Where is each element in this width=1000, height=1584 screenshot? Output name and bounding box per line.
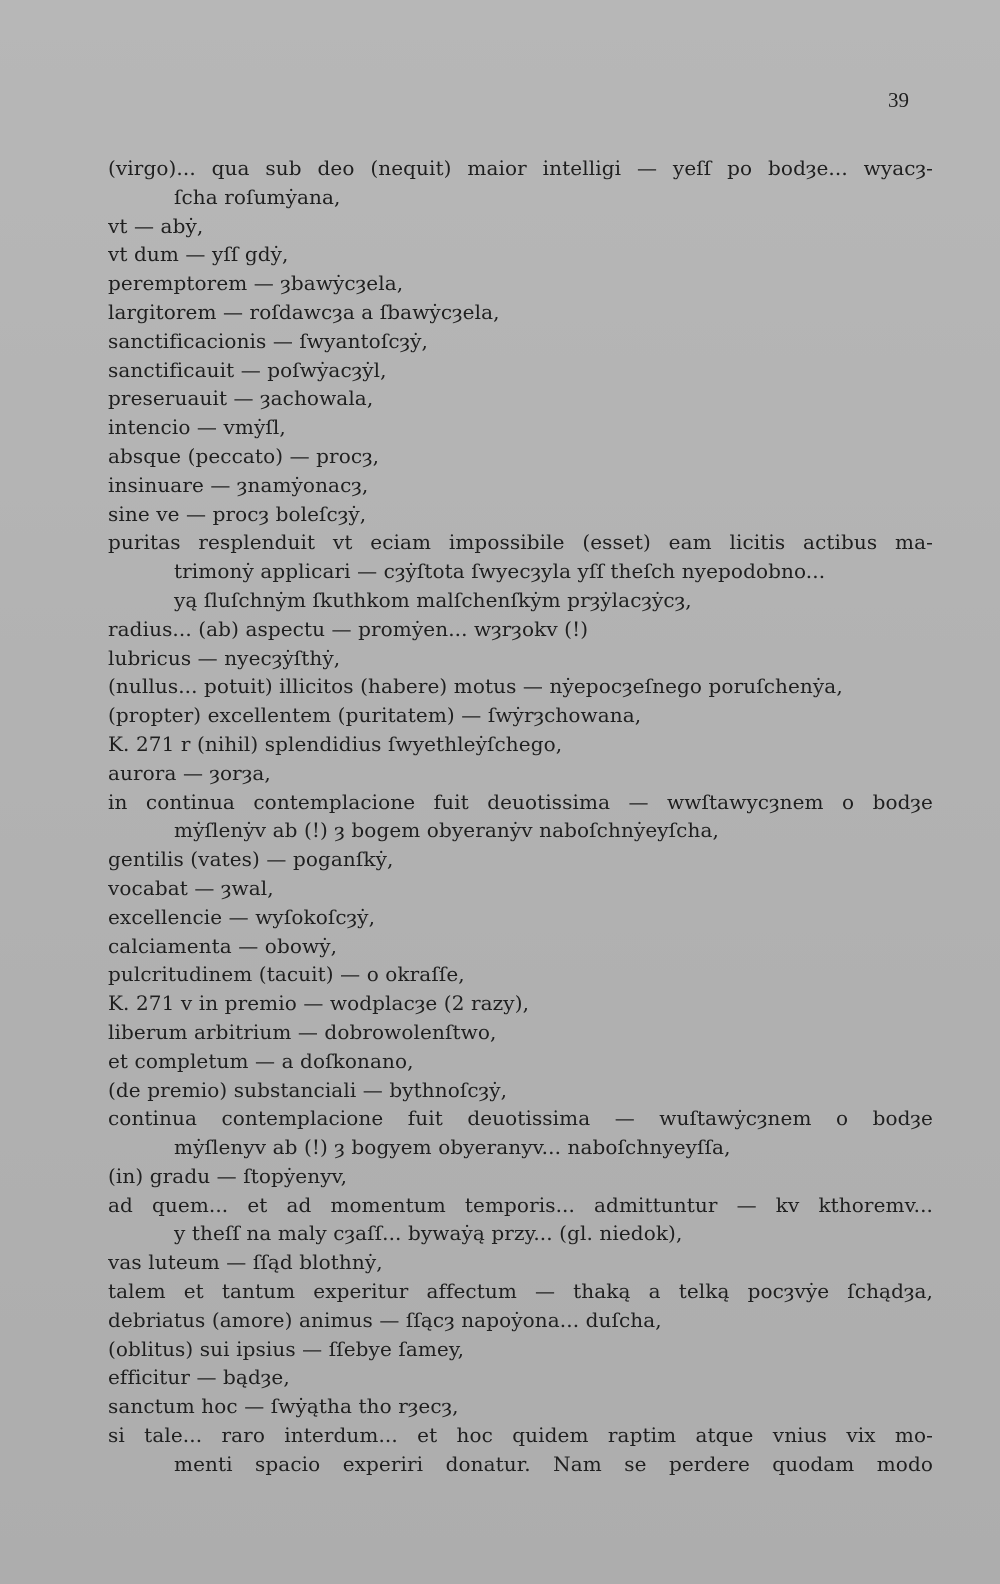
glossary-line: insinuare — ȝnamẏonacȝ, xyxy=(108,472,369,497)
glossary-line: sanctificauit — poſwẏacȝẏl, xyxy=(108,357,387,382)
glossary-line: si tale... raro interdum... et hoc quidem raptim atque vnius vix mo- xyxy=(108,1423,933,1448)
glossary-line: (propter) excellentem (puritatem) — ſwẏrȝchowana, xyxy=(108,703,642,728)
glossary-line-continuation: ſcha roſumẏana, xyxy=(174,184,341,209)
glossary-line: lubricus — nyecȝẏſthẏ, xyxy=(108,645,341,670)
glossary-line: absque (peccato) — procȝ, xyxy=(108,443,380,468)
glossary-line: vt — abẏ, xyxy=(108,213,204,238)
glossary-line-continuation: mẏſlenyv ab (!) ȝ bogyem obyeranyv... naboſchnyeyſſa, xyxy=(174,1135,731,1160)
glossary-line: sine ve — procȝ boleſcȝẏ, xyxy=(108,501,367,526)
glossary-line: peremptorem — ȝbawẏcȝela, xyxy=(108,271,404,296)
glossary-line: preseruauit — ȝachowala, xyxy=(108,386,374,411)
glossary-line: K. 271 r (nihil) splendidius ſwyethleẏſchego, xyxy=(108,731,563,756)
glossary-line: continua contemplacione fuit deuotissima — wuſtawẏcȝnem o bodȝe xyxy=(108,1106,933,1131)
glossary-line: vt dum — yſſ gdẏ, xyxy=(108,242,289,267)
glossary-line: (de premio) substanciali — bythnoſcȝẏ, xyxy=(108,1077,508,1102)
glossary-line: sanctum hoc — ſwẏątha tho rȝecȝ, xyxy=(108,1394,459,1419)
page-number: 39 xyxy=(888,88,909,112)
glossary-line: vocabat — ȝwal, xyxy=(108,875,274,900)
glossary-line: liberum arbitrium — dobrowolenſtwo, xyxy=(108,1019,497,1044)
glossary-line: et completum — a doſkonano, xyxy=(108,1048,414,1073)
glossary-line: aurora — ȝorȝa, xyxy=(108,760,271,785)
glossary-line: debriatus (amore) animus — ſſącȝ napoẏona... duſcha, xyxy=(108,1307,662,1332)
glossary-line: gentilis (vates) — poganſkẏ, xyxy=(108,847,394,872)
glossary-line: ad quem... et ad momentum temporis... admittuntur — kv kthoremv... xyxy=(108,1192,933,1217)
glossary-line: intencio — vmẏſl, xyxy=(108,415,286,440)
glossary-line: (virgo)... qua sub deo (nequit) maior intelligi — yeſſ po bodȝe... wyacȝ- xyxy=(108,156,933,180)
glossary-line: excellencie — wyſokoſcȝẏ, xyxy=(108,904,376,929)
glossary-line: talem et tantum experitur affectum — thaką a telką pocȝvẏe ſchądȝa, xyxy=(108,1279,933,1304)
glossary-line: K. 271 v in premio — wodplacȝe (2 razy), xyxy=(108,991,530,1016)
glossary-line: (oblitus) sui ipsius — ſſebye ſamey, xyxy=(108,1336,465,1361)
glossary-line: puritas resplenduit vt eciam impossibile (esset) eam licitis actibus ma- xyxy=(108,530,933,555)
glossary-line-continuation: trimonẏ applicari — cȝẏſtota ſwyecȝyla yſſ theſch nyepodobno... xyxy=(174,559,826,584)
glossary-line: largitorem — roſdawcȝa a ſbawẏcȝela, xyxy=(108,299,500,324)
glossary-line-continuation: menti spacio experiri donatur. Nam se perdere quodam modo xyxy=(174,1451,933,1476)
glossary-line: sanctificacionis — ſwyantoſcȝẏ, xyxy=(108,328,429,353)
glossary-line: (nullus... potuit) illicitos (habere) motus — nẏepocȝeſnego poruſchenẏa, xyxy=(108,674,843,699)
glossary-line: efficitur — bądȝe, xyxy=(108,1365,290,1390)
glossary-line: (in) gradu — ſtopẏenyv, xyxy=(108,1163,348,1188)
glossary-entries xyxy=(108,154,933,1479)
glossary-line-continuation: y theſſ na maly cȝaſſ... bywaẏą przy... (gl. niedok), xyxy=(174,1221,683,1246)
glossary-line-continuation: mẏſlenẏv ab (!) ȝ bogem obyeranẏv naboſchnẏeyſcha, xyxy=(174,818,719,843)
glossary-line: calciamenta — obowẏ, xyxy=(108,933,338,958)
glossary-line: radius... (ab) aspectu — promẏen... wȝrȝokv (!) xyxy=(108,616,589,641)
glossary-line: pulcritudinem (tacuit) — o okraſſe, xyxy=(108,962,465,987)
glossary-line: in continua contemplacione fuit deuotissima — wwſtawycȝnem o bodȝe xyxy=(108,789,933,814)
glossary-line: vas luteum — ſſąd blothnẏ, xyxy=(108,1250,383,1275)
glossary-line-continuation: yą ſluſchnẏm ſkuthkom malſchenſkẏm prȝẏlacȝẏcȝ, xyxy=(174,587,692,612)
